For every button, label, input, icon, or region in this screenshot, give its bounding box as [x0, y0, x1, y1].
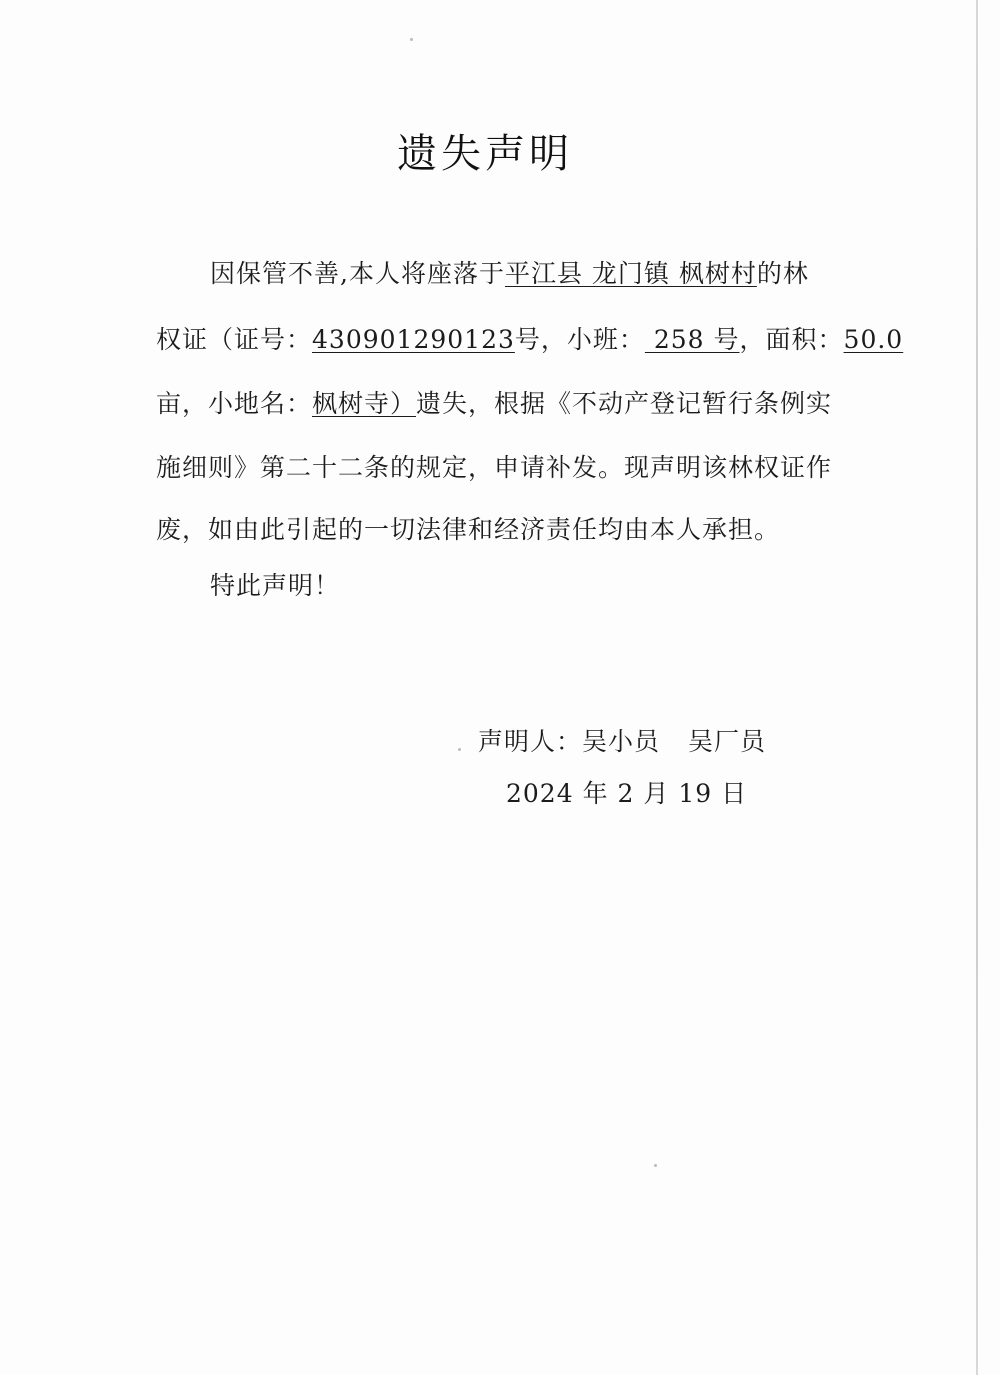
declarant-name-2: 吴厂员: [688, 727, 767, 756]
scan-speck: [410, 38, 413, 41]
scan-speck: [458, 748, 461, 751]
declaration-date: 2024 年 2 月 19 日: [506, 779, 748, 808]
scan-edge: [976, 0, 978, 1375]
declarant-label: 声明人：: [478, 727, 583, 756]
place-name: 枫树寺）: [312, 389, 417, 418]
paragraph-line-1: [210, 258, 809, 290]
document-title: 遗失声明: [397, 131, 573, 177]
line1-pre: 因保管不善,本人将座落于: [210, 259, 505, 288]
paragraph-line-4: 施细则》第二十二条的规定，申请补发。现声明该林权证作: [156, 453, 833, 482]
line2-mid1: 号，小班：: [514, 325, 645, 354]
area-value: 50.0: [843, 325, 904, 354]
line3-post: 遗失，根据《不动产登记暂行条例实: [416, 389, 833, 418]
paragraph-line-3: [156, 388, 832, 420]
plot-number: 258 号: [644, 325, 740, 354]
line1-post: 的林: [756, 259, 809, 288]
paragraph-line-2: [156, 324, 903, 356]
scan-speck: [654, 1164, 657, 1167]
location-underlined: 平江县 龙门镇 枫树村: [504, 259, 757, 288]
closing-statement: 特此声明！: [210, 571, 341, 600]
line2-pre: 权证（证号：: [156, 325, 313, 354]
declarant-name-1: 吴小员: [582, 727, 661, 756]
declarant-line: [478, 726, 766, 758]
certificate-number: 430901290123: [312, 325, 515, 354]
line2-mid2: ，面积：: [739, 325, 844, 354]
paragraph-line-5: 废，如由此引起的一切法律和经济责任均由本人承担。: [156, 515, 781, 544]
line3-pre: 亩，小地名：: [156, 389, 313, 418]
